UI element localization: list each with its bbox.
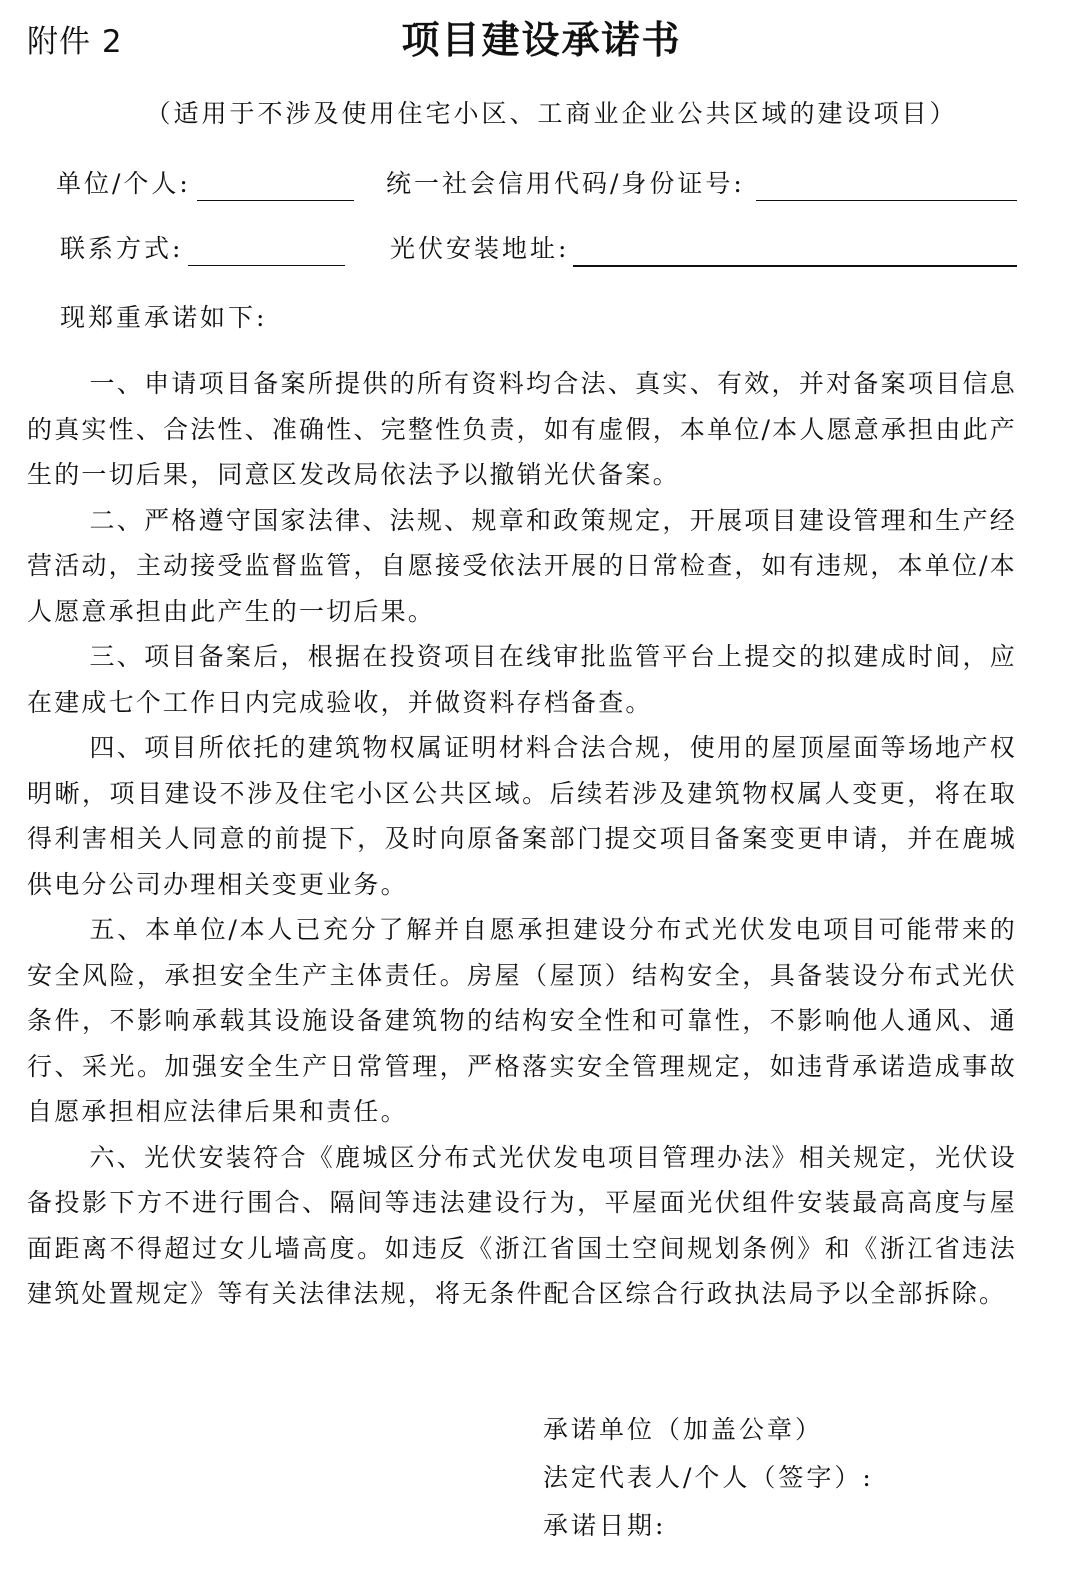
field-row-1	[0, 164, 1073, 208]
document-title: 项目建设承诺书	[401, 18, 682, 62]
signature-block	[543, 1406, 874, 1550]
unit-blank-line	[197, 200, 354, 201]
address-label: 光伏安装地址:	[390, 234, 570, 263]
commitment-paragraph: 五、本单位/本人已充分了解并自愿承担建设分布式光伏发电项目可能带来的安全风险，承担安全生产主体责任。房屋（屋顶）结构安全，具备装设分布式光伏条件，不影响承载其设施设备建筑物的结构安全性和可靠性，不影响他人通风、通行、采光。加强安全生产日常管理，严格落实安全管理规定，如违背承诺造成事故自愿承担相应法律后果和责任。	[27, 915, 1017, 1126]
attachment-label: 附件 2	[27, 24, 123, 60]
commitment-paragraph: 六、光伏安装符合《鹿城区分布式光伏发电项目管理办法》相关规定，光伏设备投影下方不进行围合、隔间等违法建设行为，平屋面光伏组件安装最高高度与屋面距离不得超过女儿墙高度。如违反《浙江省国土空间规划条例》和《浙江省违法建筑处置规定》等有关法律法规，将无条件配合区综合行政执法局予以全部拆除。	[27, 1142, 1017, 1308]
commitment-paragraph: 四、项目所依托的建筑物权属证明材料合法合规，使用的屋顶屋面等场地产权明晰，项目建设不涉及住宅小区公共区域。后续若涉及建筑物权属人变更，将在取得利害相关人同意的前提下，及时向原备案部门提交项目备案变更申请，并在鹿城供电分公司办理相关变更业务。	[27, 733, 1017, 899]
intro-text: 现郑重承诺如下:	[60, 303, 268, 332]
signature-representative: 法定代表人/个人（签字）:	[543, 1463, 874, 1492]
credit-code-label: 统一社会信用代码/身份证号:	[386, 169, 745, 198]
commitment-paragraph: 三、项目备案后，根据在投资项目在线审批监管平台上提交的拟建成时间，应在建成七个工作日内完成验收，并做资料存档备查。	[27, 642, 1017, 717]
document-subtitle: （适用于不涉及使用住宅小区、工商业企业公共区域的建设项目）	[145, 99, 958, 128]
contact-label: 联系方式:	[60, 234, 184, 263]
contact-blank-line	[188, 265, 345, 266]
credit-code-blank-line	[756, 200, 1017, 201]
field-row-2	[0, 229, 1073, 273]
commitment-paragraph: 一、申请项目备案所提供的所有资料均合法、真实、有效，并对备案项目信息的真实性、合法性、准确性、完整性负责，如有虚假，本单位/本人愿意承担由此产生的一切后果，同意区发改局依法予以撤销光伏备案。	[27, 369, 1017, 489]
address-blank-line	[573, 265, 1017, 267]
signature-unit: 承诺单位（加盖公章）	[543, 1415, 824, 1444]
commitment-paragraph: 二、严格遵守国家法律、法规、规章和政策规定，开展项目建设管理和生产经营活动，主动接受监督监管，自愿接受依法开展的日常检查，如有违规，本单位/本人愿意承担由此产生的一切后果。	[27, 505, 1017, 626]
unit-label: 单位/个人:	[56, 169, 191, 198]
commitment-body	[27, 361, 1017, 1317]
signature-date: 承诺日期:	[543, 1511, 667, 1540]
